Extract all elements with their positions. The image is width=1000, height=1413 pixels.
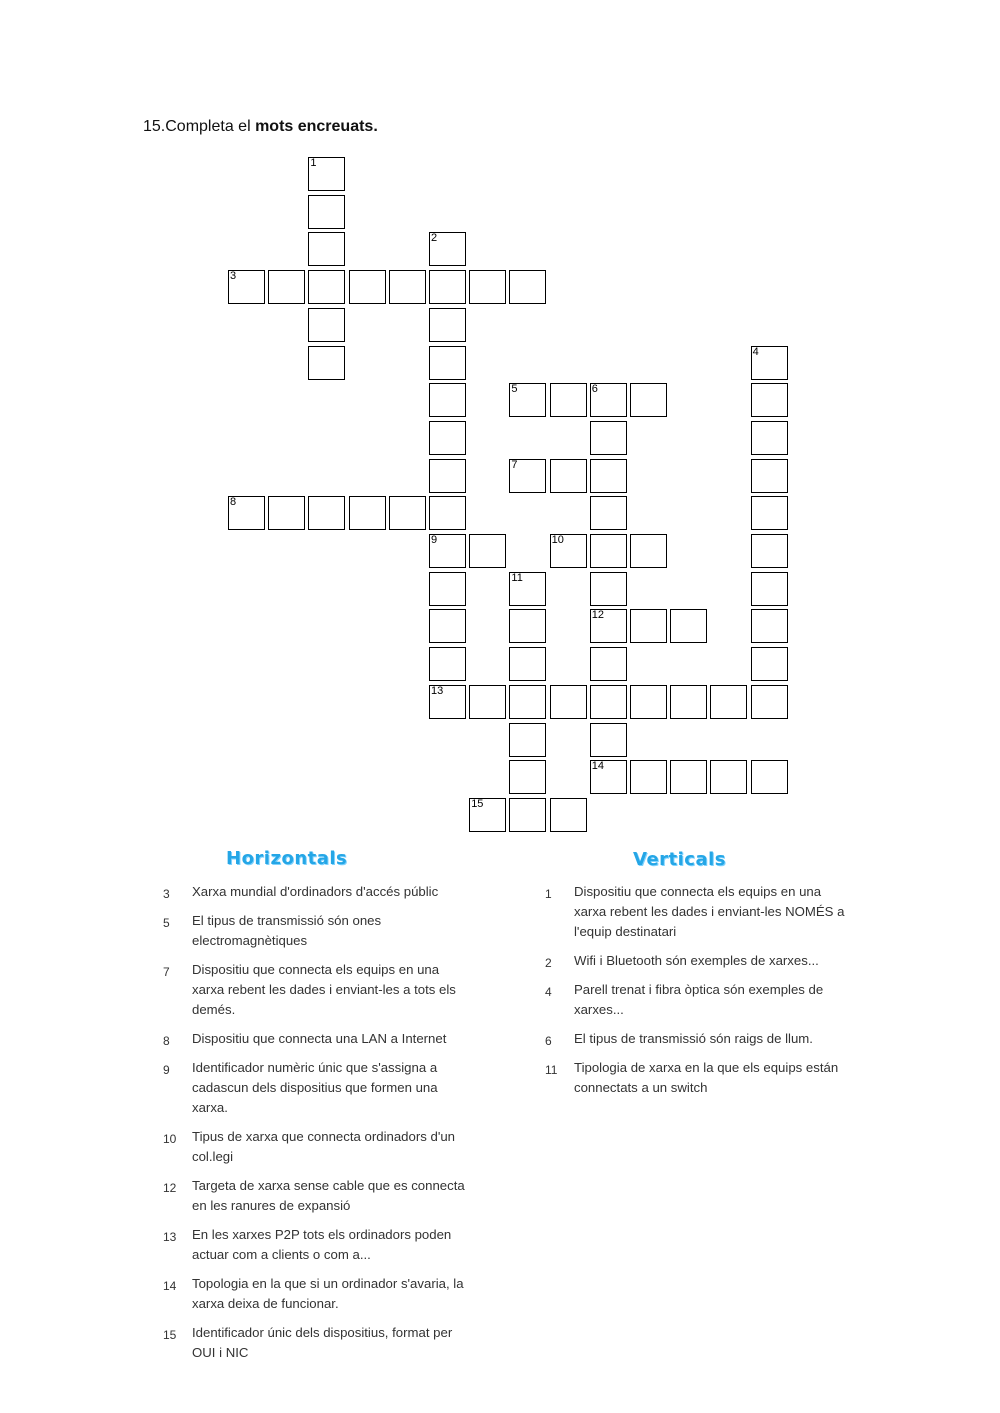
crossword-cell[interactable] (308, 232, 345, 266)
clue-number: 13 (431, 684, 444, 697)
clue-number: 9 (431, 534, 438, 546)
clue-number: 2 (545, 956, 552, 970)
crossword-cell[interactable] (469, 270, 506, 304)
crossword-cell[interactable] (751, 346, 788, 380)
crossword-cell[interactable] (590, 459, 627, 493)
crossword-cell[interactable] (429, 459, 466, 493)
clue-text (574, 1058, 874, 1098)
crossword-cell[interactable] (429, 346, 466, 380)
clue-line: Tipus de xarxa que connecta ordinadors d'un (192, 1129, 456, 1144)
verticals-heading: Verticals (633, 849, 727, 870)
clue-line: demés. (192, 1002, 236, 1017)
clue-text (574, 980, 874, 1020)
clue-line: Parell trenat i fibra òptica són exemples de (574, 982, 824, 997)
clue-number: 14 (591, 760, 605, 773)
crossword-cell[interactable] (429, 270, 466, 304)
clue-number: 1 (545, 887, 552, 901)
crossword-cell[interactable] (630, 760, 667, 794)
crossword-cell[interactable] (509, 270, 546, 304)
crossword-cell[interactable] (550, 798, 587, 832)
crossword-cell[interactable] (670, 760, 707, 794)
crossword-cell[interactable] (469, 798, 506, 832)
crossword-cell[interactable] (268, 496, 305, 530)
clue-number: 13 (163, 1230, 177, 1244)
crossword-cell[interactable] (228, 270, 265, 304)
clue-text (192, 882, 492, 902)
clue-line: xarxa deixa de funcionar. (192, 1296, 339, 1311)
title-bold: mots encreuats. (255, 118, 378, 135)
crossword-cell[interactable] (590, 760, 627, 794)
crossword-cell[interactable] (590, 647, 627, 681)
clue-text (192, 1058, 492, 1118)
crossword-cell[interactable] (509, 459, 546, 493)
crossword-cell[interactable] (630, 609, 667, 643)
crossword-cell[interactable] (308, 270, 345, 304)
crossword-cell[interactable] (710, 760, 747, 794)
clue-line: en les ranures de expansió (192, 1198, 351, 1213)
crossword-cell[interactable] (751, 383, 788, 417)
clue-number: 12 (163, 1181, 177, 1195)
clue-number: 11 (545, 1063, 558, 1077)
crossword-cell[interactable] (429, 383, 466, 417)
clue-line: Identificador únic dels dispositius, format per (192, 1325, 453, 1340)
clue-text (574, 882, 874, 942)
clue-text (574, 1029, 874, 1049)
crossword-cell[interactable] (590, 723, 627, 757)
clue-number: 4 (752, 345, 759, 358)
crossword-cell[interactable] (710, 685, 747, 719)
clue-line: l'equip destinatari (574, 924, 677, 939)
crossword-cell[interactable] (429, 232, 466, 266)
crossword-cell[interactable] (630, 685, 667, 719)
clue-number: 7 (163, 965, 170, 979)
crossword-cell[interactable] (590, 534, 627, 568)
crossword-cell[interactable] (630, 534, 667, 568)
crossword-cell[interactable] (550, 685, 587, 719)
crossword-cell[interactable] (349, 270, 386, 304)
clue-line: cadascun dels dispositius que formen una (192, 1080, 438, 1095)
crossword-cell[interactable] (228, 496, 265, 530)
crossword-cell[interactable] (429, 685, 466, 719)
clue-text (192, 1029, 492, 1049)
crossword-cell[interactable] (590, 609, 627, 643)
crossword-cell[interactable] (550, 459, 587, 493)
clue-text (192, 1274, 492, 1314)
crossword-cell[interactable] (509, 723, 546, 757)
title-prefix: 15.Completa el (143, 118, 256, 135)
crossword-cell[interactable] (590, 685, 627, 719)
clue-line: Topologia en la que si un ordinador s'avaria, la (192, 1276, 464, 1291)
clue-line: Dispositiu que connecta una LAN a Internet (192, 1031, 447, 1046)
crossword-cell[interactable] (751, 496, 788, 530)
clue-number: 8 (163, 1034, 170, 1048)
clue-number: 15 (163, 1328, 177, 1342)
crossword-cell[interactable] (751, 685, 788, 719)
crossword-cell[interactable] (670, 685, 707, 719)
crossword-cell[interactable] (751, 760, 788, 794)
clue-line: Dispositiu que connecta els equips en una (574, 884, 822, 899)
crossword-cell[interactable] (429, 421, 466, 455)
crossword-cell[interactable] (429, 308, 466, 342)
crossword-cell[interactable] (630, 383, 667, 417)
clue-line: El tipus de transmissió són raigs de llum. (574, 1031, 813, 1046)
crossword-cell[interactable] (509, 572, 546, 606)
crossword-cell[interactable] (308, 195, 345, 229)
clue-line: Identificador numèric únic que s'assigna a (192, 1060, 438, 1075)
clue-number: 8 (230, 496, 237, 509)
clue-line: Xarxa mundial d'ordinadors d'accés públic (192, 884, 439, 899)
clue-number: 12 (591, 609, 605, 622)
clue-number: 1 (310, 157, 317, 169)
crossword-cell[interactable] (349, 496, 386, 530)
crossword-cell[interactable] (590, 496, 627, 530)
crossword-cell[interactable] (308, 157, 345, 191)
clue-text (192, 911, 492, 951)
crossword-cell[interactable] (429, 496, 466, 530)
crossword-cell[interactable] (590, 383, 627, 417)
clue-text (192, 1225, 492, 1265)
clue-line: actuar com a clients o com a... (192, 1247, 371, 1262)
clue-number: 9 (163, 1063, 170, 1077)
clue-text (192, 1323, 492, 1363)
clue-number: 7 (511, 458, 518, 471)
crossword-cell[interactable] (751, 421, 788, 455)
clue-line: xarxes... (574, 1002, 624, 1017)
crossword-cell[interactable] (751, 459, 788, 493)
crossword-cell[interactable] (469, 534, 506, 568)
horizontals-heading: Horizontals (226, 848, 348, 869)
crossword-cell[interactable] (268, 270, 305, 304)
clue-number: 6 (591, 383, 598, 396)
crossword-cell[interactable] (509, 647, 546, 681)
clue-number: 15 (471, 797, 484, 810)
clue-number: 2 (431, 232, 438, 245)
clue-text (192, 1176, 492, 1216)
crossword-cell[interactable] (751, 534, 788, 568)
crossword-cell[interactable] (509, 798, 546, 832)
crossword-cell[interactable] (308, 496, 345, 530)
clue-number: 3 (163, 887, 170, 901)
crossword-cell[interactable] (429, 572, 466, 606)
clue-number: 11 (511, 571, 523, 584)
clue-number: 5 (163, 916, 170, 930)
clue-line: Dispositiu que connecta els equips en una (192, 962, 440, 977)
crossword-cell[interactable] (509, 383, 546, 417)
crossword-cell[interactable] (389, 270, 426, 304)
crossword-cell[interactable] (751, 572, 788, 606)
crossword-cell[interactable] (751, 647, 788, 681)
clue-line: xarxa. (192, 1100, 228, 1115)
clue-number: 14 (163, 1279, 177, 1293)
crossword-cell[interactable] (590, 572, 627, 606)
clue-number: 4 (545, 985, 552, 999)
clue-line: El tipus de transmissió són ones (192, 913, 382, 928)
crossword-cell[interactable] (469, 685, 506, 719)
clue-number: 3 (230, 270, 237, 283)
crossword-cell[interactable] (751, 609, 788, 643)
clue-line: col.legi (192, 1149, 234, 1164)
clue-number: 5 (511, 383, 518, 396)
clue-text (574, 951, 874, 971)
crossword-cell[interactable] (509, 760, 546, 794)
clue-line: Wifi i Bluetooth són exemples de xarxes... (574, 953, 819, 968)
clue-line: OUI i NIC (192, 1345, 249, 1360)
crossword-cell[interactable] (509, 609, 546, 643)
crossword-cell[interactable] (509, 685, 546, 719)
clue-line: Targeta de xarxa sense cable que es connecta (192, 1178, 465, 1193)
clue-line: xarxa rebent les dades i enviant-les NOMÉS a (574, 904, 845, 919)
clue-line: En les xarxes P2P tots els ordinadors poden (192, 1227, 452, 1242)
clue-number: 6 (545, 1034, 552, 1048)
crossword-cell[interactable] (429, 609, 466, 643)
crossword-cell[interactable] (389, 496, 426, 530)
crossword-cell[interactable] (308, 346, 345, 380)
clue-text (192, 1127, 492, 1167)
clue-line: Tipologia de xarxa en la que els equips están (574, 1060, 839, 1075)
crossword-cell[interactable] (308, 308, 345, 342)
clue-line: xarxa rebent les dades i enviant-les a tots els (192, 982, 456, 997)
clue-number: 10 (163, 1132, 177, 1146)
crossword-cell[interactable] (550, 534, 587, 568)
clue-number: 10 (551, 534, 564, 546)
clue-line: connectats a un switch (574, 1080, 708, 1095)
crossword-cell[interactable] (429, 647, 466, 681)
crossword-cell[interactable] (429, 534, 466, 568)
clue-text (192, 960, 492, 1020)
crossword-cell[interactable] (550, 383, 587, 417)
crossword-cell[interactable] (670, 609, 707, 643)
crossword-cell[interactable] (590, 421, 627, 455)
clue-line: electromagnètiques (192, 933, 308, 948)
